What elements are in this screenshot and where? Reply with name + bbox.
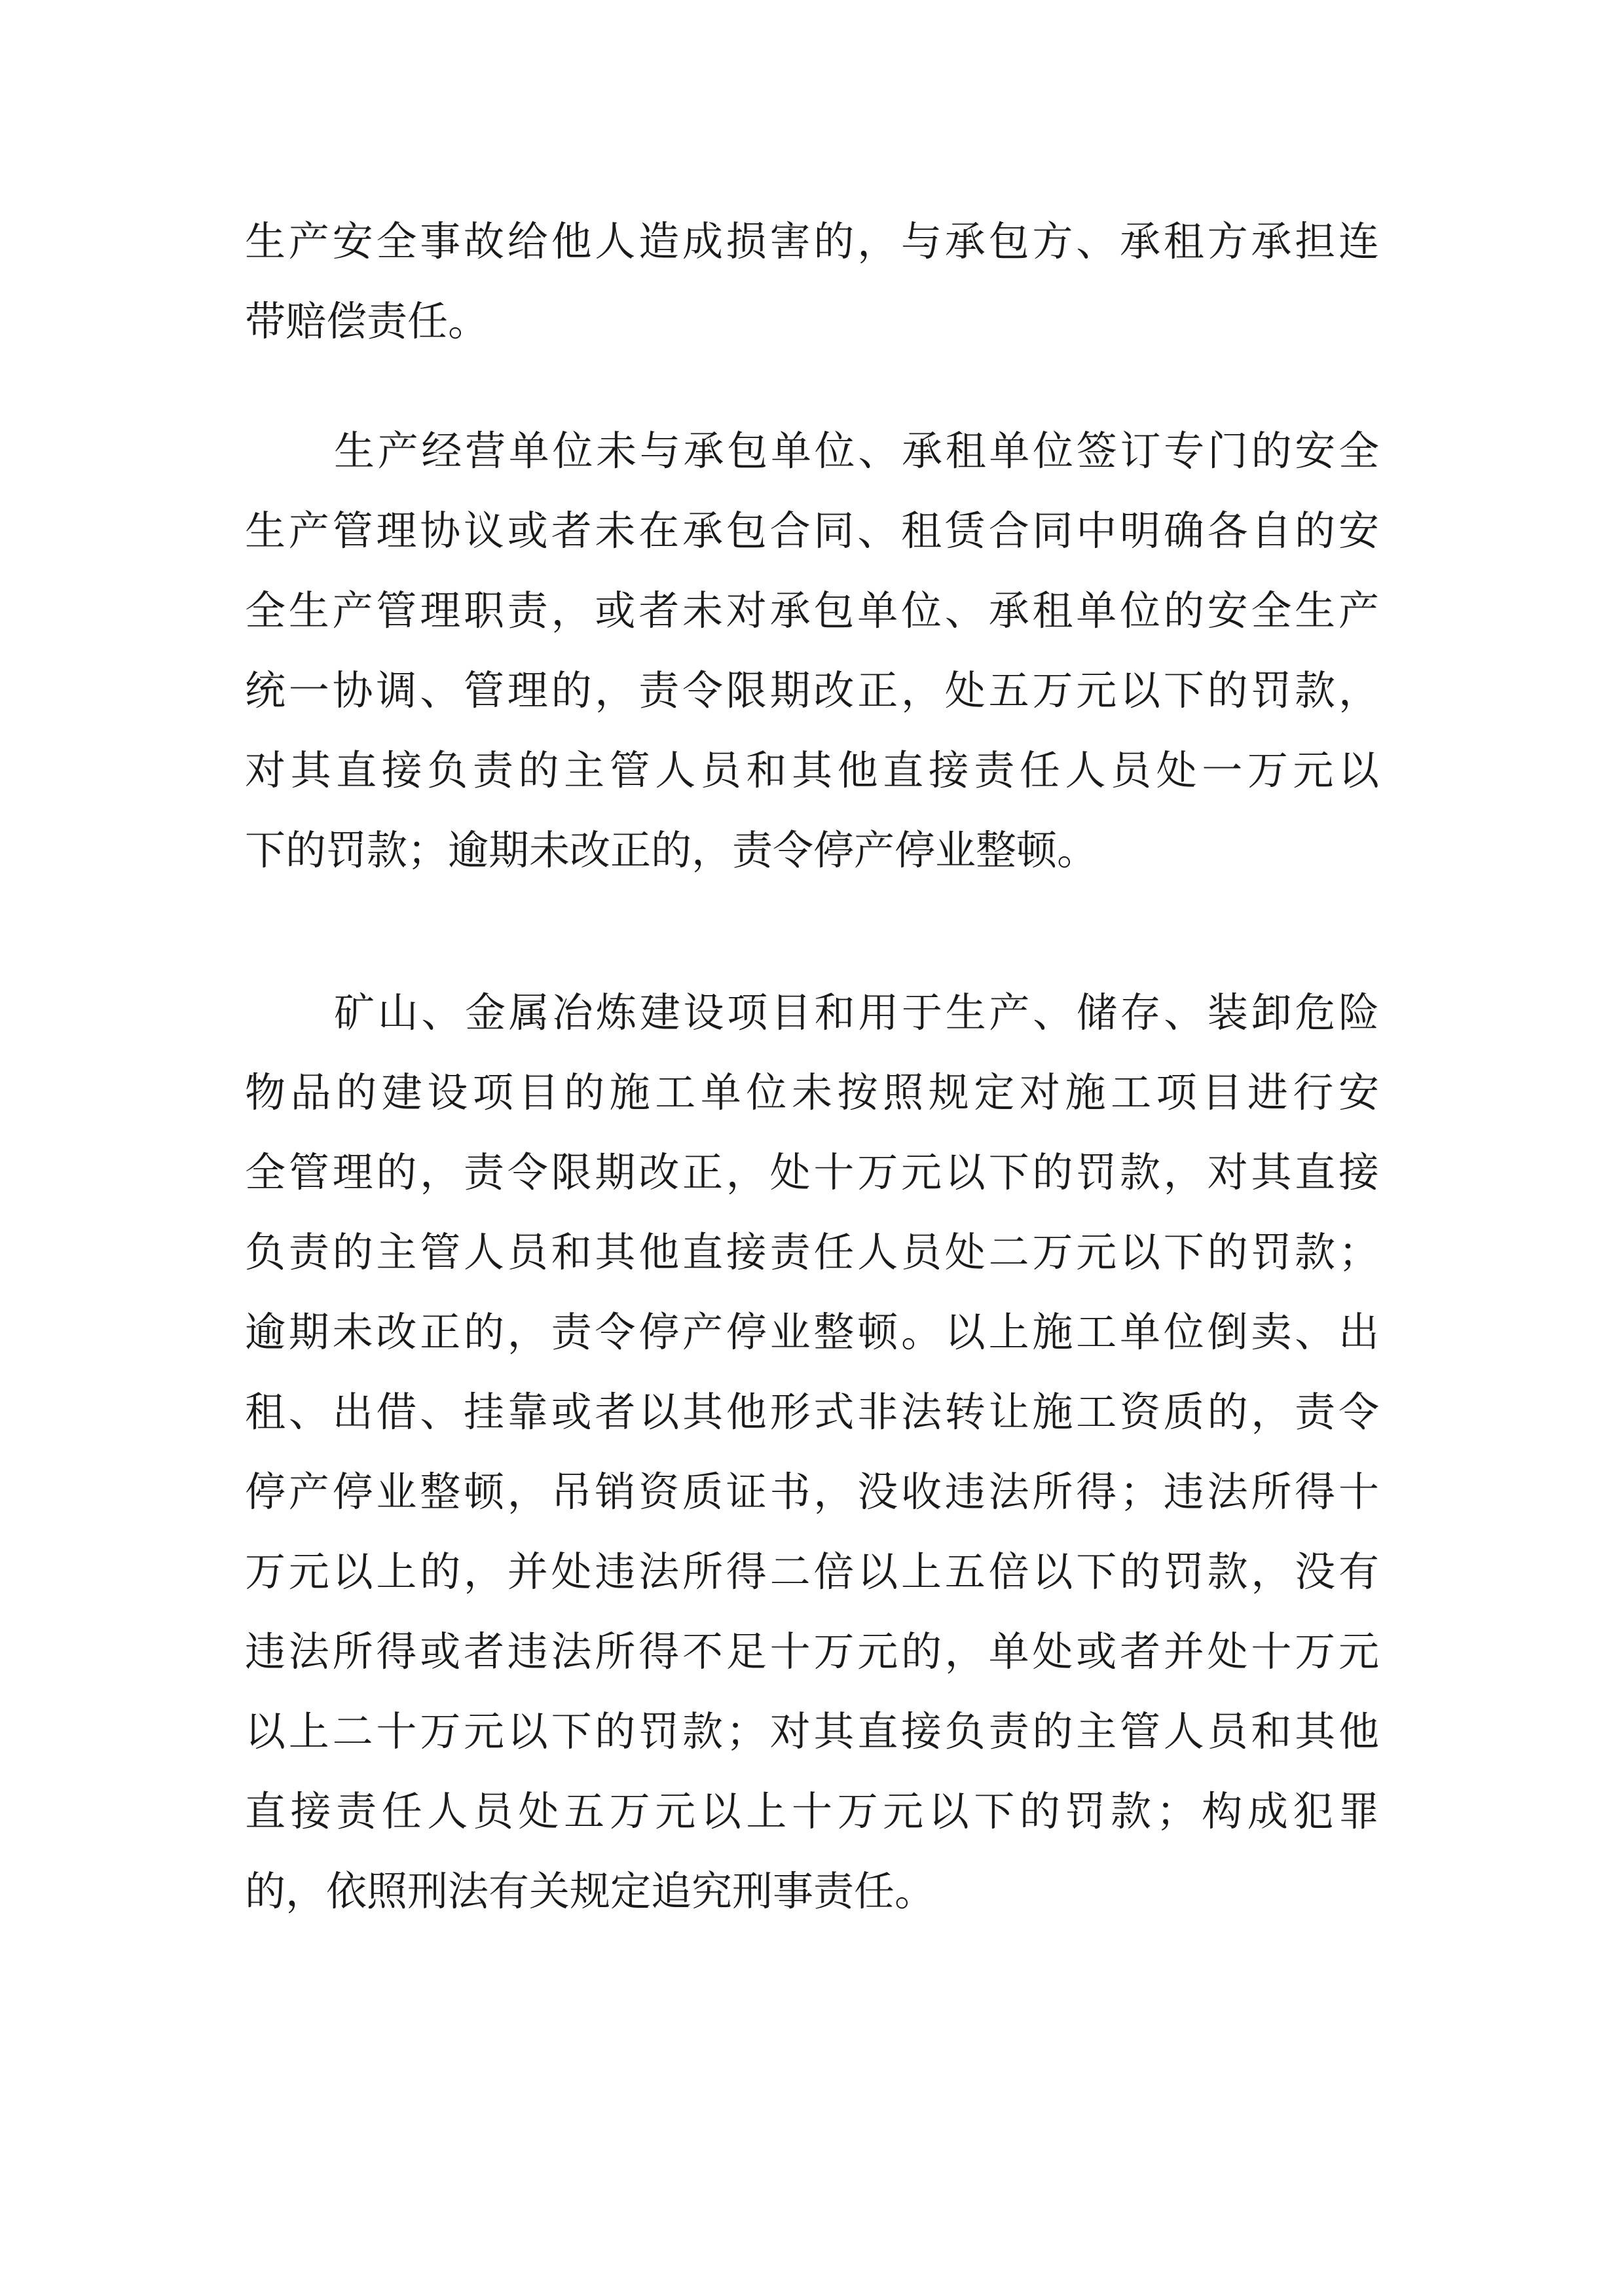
text-line: 矿山、金属冶炼建设项目和用于生产、储存、装卸危险 [334, 989, 1379, 1036]
text-line: 以上二十万元以下的罚款；对其直接负责的主管人员和其他 [245, 1707, 1379, 1755]
text-line: 直接责任人员处五万元以上十万元以下的罚款；构成犯罪 [245, 1787, 1379, 1835]
text-line: 全管理的，责令限期改正，处十万元以下的罚款，对其直接 [245, 1148, 1379, 1196]
text-line: 统一协调、管理的，责令限期改正，处五万元以下的罚款， [245, 666, 1379, 714]
text-line: 的，依照刑法有关规定追究刑事责任。 [245, 1867, 936, 1915]
text-line: 负责的主管人员和其他直接责任人员处二万元以下的罚款； [245, 1228, 1379, 1276]
text-line: 物品的建设项目的施工单位未按照规定对施工项目进行安 [245, 1068, 1379, 1116]
paragraph-construction-units [245, 973, 1379, 1931]
text-line: 停产停业整顿，吊销资质证书，没收违法所得；违法所得十 [245, 1468, 1379, 1516]
paragraph-liability [245, 202, 1379, 361]
text-line: 全生产管理职责，或者未对承包单位、承租单位的安全生产 [245, 587, 1379, 634]
paragraph-contract-management [245, 411, 1379, 890]
text-line: 生产安全事故给他人造成损害的，与承包方、承租方承担连 [245, 217, 1379, 265]
text-line: 生产管理协议或者未在承包合同、租赁合同中明确各自的安 [245, 507, 1379, 555]
text-line: 逾期未改正的，责令停产停业整顿。以上施工单位倒卖、出 [245, 1308, 1379, 1356]
text-line: 违法所得或者违法所得不足十万元的，单处或者并处十万元 [245, 1628, 1379, 1675]
text-line: 生产经营单位未与承包单位、承租单位签订专门的安全 [334, 427, 1379, 475]
text-line: 带赔偿责任。 [245, 297, 489, 345]
text-line: 租、出借、挂靠或者以其他形式非法转让施工资质的，责令 [245, 1388, 1379, 1436]
text-line: 万元以上的，并处违法所得二倍以上五倍以下的罚款，没有 [245, 1548, 1379, 1595]
text-line: 下的罚款；逾期未改正的，责令停产停业整顿。 [245, 826, 1098, 874]
text-line: 对其直接负责的主管人员和其他直接责任人员处一万元以 [245, 746, 1379, 794]
